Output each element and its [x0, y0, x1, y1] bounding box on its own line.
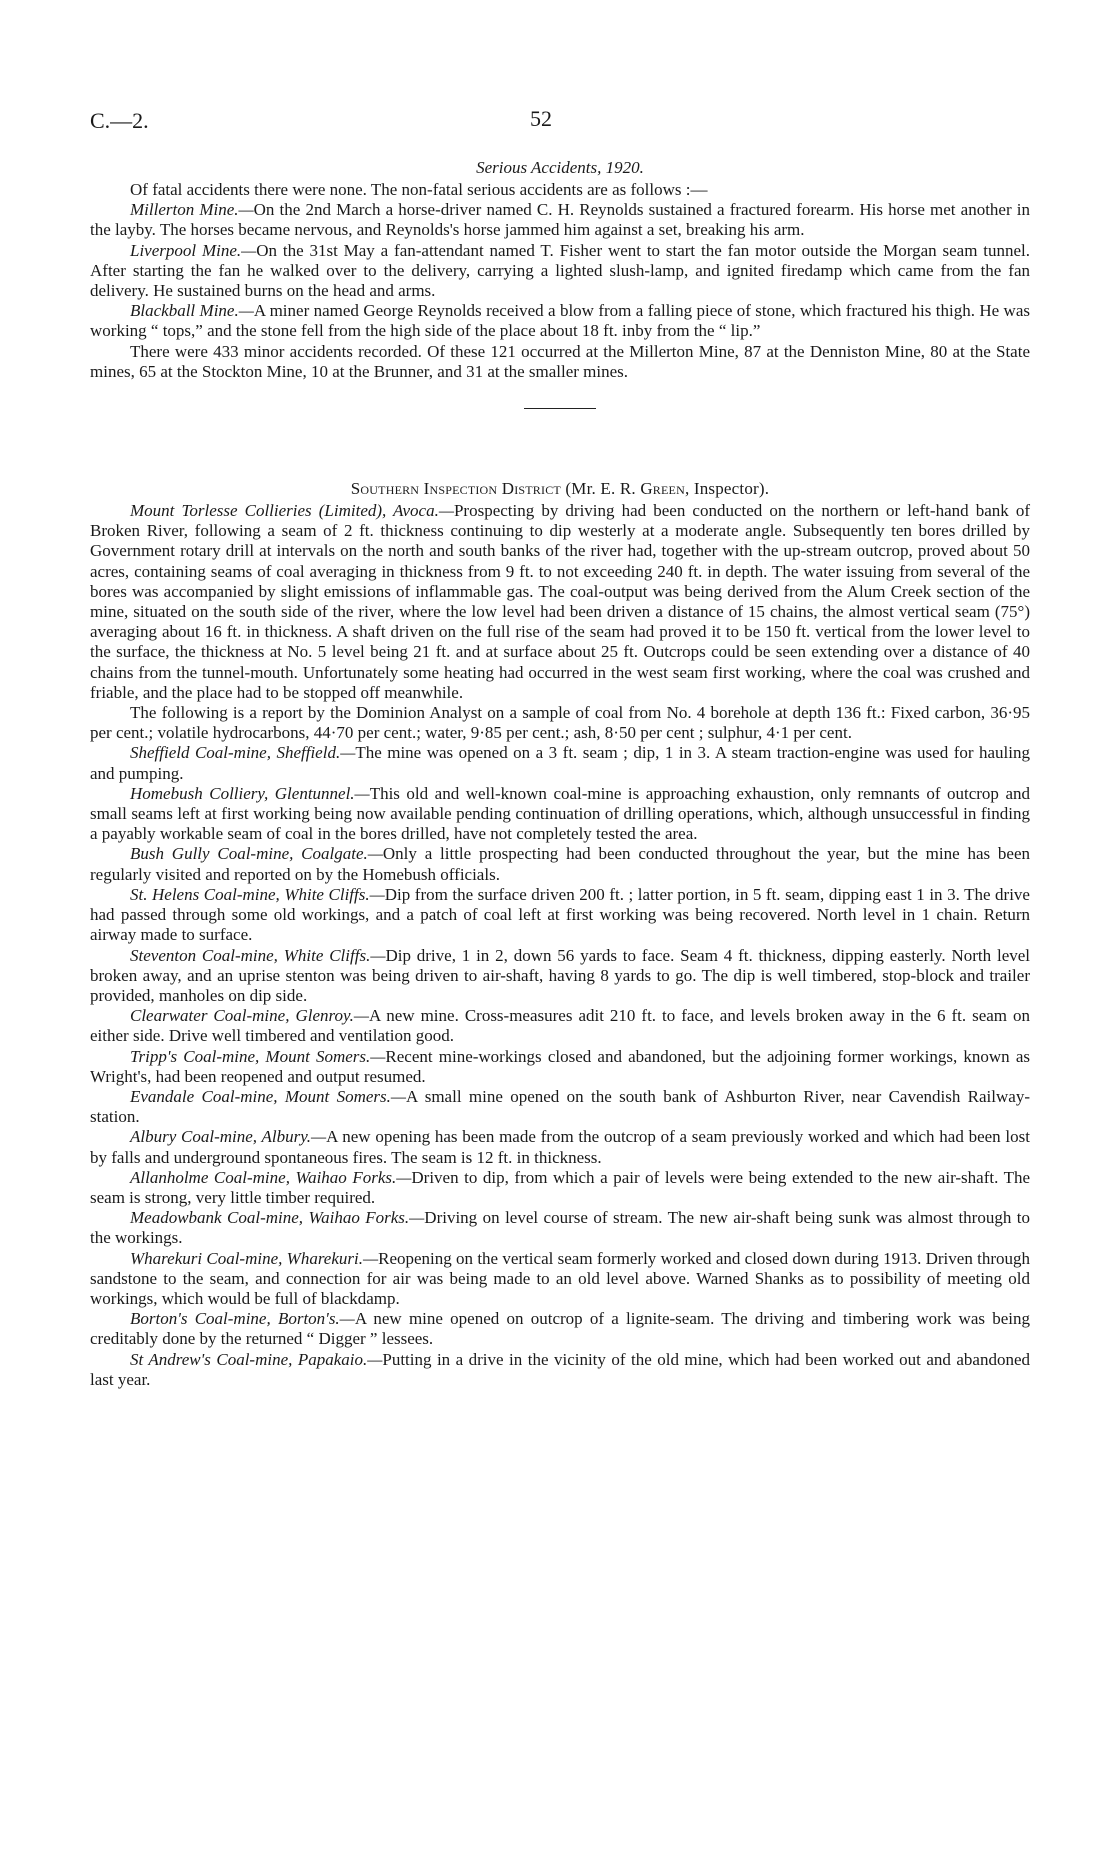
accident-list [90, 200, 1030, 341]
report-text: Putting in a drive in the vicinity of the old mine, which had been worked out and abandoned last year. [90, 1349, 1030, 1389]
section-divider [524, 408, 596, 409]
district-title-close: , Inspector). [684, 479, 770, 499]
accident-paragraph [90, 241, 1030, 302]
mine-name: Sheffield Coal-mine, Sheffield.— [130, 743, 356, 763]
report-text: Dip drive, 1 in 2, down 56 yards to face. Seam 4 ft. thickness, dipping easterly. North level broken away, and an uprise stenton was being driven to air-shaft, having 8 yards to go. The dip is well timbered, stop-block and trailer provided, manholes on dip side. [90, 945, 1031, 1005]
district-title-open: (Mr. [560, 479, 601, 499]
mine-report-paragraph [90, 743, 1030, 783]
mine-report-paragraph [90, 703, 1030, 743]
mine-name: Wharekuri Coal-mine, Wharekuri.— [130, 1248, 379, 1268]
district-name: Southern Inspection District [350, 479, 561, 499]
mine-name: St Andrew's Coal-mine, Papakaio.— [130, 1349, 383, 1369]
mine-name: St. Helens Coal-mine, White Cliffs.— [130, 884, 385, 904]
mine-name: Borton's Coal-mine, Borton's.— [130, 1309, 355, 1329]
mine-report-paragraph [90, 885, 1030, 946]
mine-report-paragraph [90, 1208, 1030, 1248]
mine-name: Allanholme Coal-mine, Waihao Forks.— [130, 1167, 412, 1187]
report-text: Reopening on the vertical seam formerly worked and closed down during 1913. Driven through sandstone to the seam, and connection for air was being made to an old level above. Warned Shanks as to possibility of meeting old workings, which would be full of blackdamp. [90, 1248, 1030, 1308]
mine-report-paragraph [90, 1087, 1030, 1127]
report-text: Prospecting by driving had been conducted on the northern or left-hand bank of Broken River, following a seam of 2 ft. thickness continuing to dip westerly at a moderate angle. Subsequently ten bores drilled by Government rotary drill at intervals on the north and south banks of the river had, together with the up-stream outcrop, proved about 50 acres, containing seams of coal averaging in thickness from 9 ft. to not exceeding 240 ft. in depth. The water issuing from several of the bores was accompanied by slight emissions of inflammable gas. The coal-output was being derived from the Alum Creek section of the mine, situated on the south side of the river, where the low level had been driven a distance of 15 chains, the almost vertical seam (75°) averaging about 16 ft. in thickness. A shaft driven on the full rise of the seam had proved it to be 150 ft. vertical from the lower level to the surface, the thickness at No. 5 level being 21 ft. and at surface about 25 ft. Outcrops could be seen extending over a distance of 40 chains from the tunnel-mouth. Unfortunately some heating had occurred in the west seam first working, where the coal was crushed and friable, and the place had to be stopped off meanwhile. [90, 501, 1030, 702]
report-text: The following is a report by the Dominion Analyst on a sample of coal from No. 4 borehole at depth 136 ft.: Fixed carbon, 36·95 per cent.; volatile hydrocarbons, 44·70 per cent.; water, 9·85 per cent.; ash, 8·50 per cent ; sulphur, 4·1 per cent. [90, 703, 1030, 743]
mine-name: Albury Coal-mine, Albury.— [130, 1127, 327, 1147]
mine-name: Liverpool Mine.— [130, 240, 257, 260]
report-text: Dip from the surface driven 200 ft. ; latter portion, in 5 ft. seam, dipping east 1 in 3. The drive had passed through some old workings, and a patch of coal left at first working was being recovered. North level in 1 chain. Return airway made to surface. [90, 884, 1030, 945]
report-text: Driving on level course of stream. The new air-shaft being sunk was almost through to the workings. [90, 1208, 1031, 1248]
mine-report-paragraph [90, 946, 1030, 1007]
page-number: 52 [530, 106, 552, 131]
report-text: Recent mine-workings closed and abandoned, but the adjoining former workings, known as Wright's, had been reopened and output resumed. [90, 1046, 1030, 1086]
accidents-intro: Of fatal accidents there were none. The non-fatal serious accidents are as follows :— [130, 180, 708, 199]
mine-report-paragraph [90, 1350, 1030, 1390]
mine-report-paragraph [90, 844, 1030, 884]
mine-name: Evandale Coal-mine, Mount Somers.— [130, 1086, 407, 1106]
mine-name: Bush Gully Coal-mine, Coalgate.— [130, 844, 383, 864]
report-text: A new opening has been made from the outcrop of a seam previously worked and which had been lost by falls and underground spontaneous fires. The seam is 12 ft. in thickness. [90, 1127, 1030, 1167]
report-text: On the 2nd March a horse-driver named C. H. Reynolds sustained a fractured forearm. His horse met another in the layby. The horses became nervous, and Reynolds's horse jammed him against a set, breaking his arm. [90, 200, 1030, 240]
report-text: Driven to dip, from which a pair of levels were being extended to the new air-shaft. The seam is strong, very little timber required. [90, 1167, 1031, 1207]
mine-report-paragraph [90, 1168, 1030, 1208]
report-text: A miner named George Reynolds received a blow from a falling piece of stone, which fractured his thigh. He was working “ tops,” and the stone fell from the high side of the place about 18 ft. inby from the “ lip.” [90, 301, 1030, 341]
document-code: C.—2. [90, 108, 149, 133]
report-text: On the 31st May a fan-attendant named T. Fisher went to start the fan motor outside the Morgan seam tunnel. After starting the fan he walked over to the delivery, carrying a lighted slush-lamp, and ignited firedamp which came from the fan delivery. He sustained burns on the head and arms. [90, 240, 1031, 301]
mine-name: Steventon Coal-mine, White Cliffs.— [130, 945, 386, 965]
district-heading [90, 479, 1030, 499]
mine-report-paragraph [90, 1047, 1030, 1087]
minor-accidents-paragraph: There were 433 minor accidents recorded. Of these 121 occurred at the Millerton Mine, 87 at the Denniston Mine, 80 at the State mines, 65 at the Stockton Mine, 10 at the Brunner, and 31 at the smaller mines. [90, 341, 1030, 381]
mine-name: Meadowbank Coal-mine, Waihao Forks.— [130, 1208, 425, 1228]
mine-name: Tripp's Coal-mine, Mount Somers.— [130, 1046, 386, 1066]
mine-report-paragraph [90, 784, 1030, 845]
report-text: A small mine opened on the south bank of Ashburton River, near Cavendish Railway-station. [90, 1086, 1030, 1127]
page-header [90, 100, 1030, 140]
report-text: Only a little prospecting had been conducted throughout the year, but the mine has been regularly visited and reported on by the Homebush officials. [90, 844, 1031, 884]
report-text: This old and well-known coal-mine is approaching exhaustion, only remnants of outcrop and small seams left at first working being now available pending continuation of drilling operations, which, although unsuccessful in finding a payably workable seam of coal in the bores drilled, have not completely tested the area. [90, 783, 1030, 844]
mine-report-paragraph [90, 501, 1030, 703]
report-text: A new mine opened on outcrop of a lignite-seam. The driving and timbering work was being creditably done by the returned “ Digger ” lessees. [90, 1309, 1030, 1349]
accident-paragraph [90, 200, 1030, 240]
mine-report-paragraph [90, 1249, 1030, 1310]
serious-accidents-heading: Serious Accidents, 1920. [476, 158, 644, 177]
mine-name: Homebush Colliery, Glentunnel.— [130, 783, 370, 803]
mine-report-paragraph [90, 1309, 1030, 1349]
accident-paragraph [90, 301, 1030, 341]
report-text: The mine was opened on a 3 ft. seam ; dip, 1 in 3. A steam traction-engine was used for hauling and pumping. [90, 743, 1030, 783]
mine-name: Millerton Mine.— [130, 200, 254, 220]
report-text: A new mine. Cross-measures adit 210 ft. to face, and levels broken away in the 6 ft. seam on either side. Drive well timbered and ventilation good. [90, 1006, 1031, 1046]
mine-report-list [90, 501, 1030, 1390]
document-page [90, 100, 1030, 1390]
mine-report-paragraph [90, 1127, 1030, 1167]
mine-name: Clearwater Coal-mine, Glenroy.— [130, 1006, 369, 1026]
mine-name: Mount Torlesse Collieries (Limited), Avoca.— [130, 501, 454, 521]
mine-report-paragraph [90, 1006, 1030, 1046]
mine-name: Blackball Mine.— [130, 301, 254, 321]
inspector-name: E. R. Green [600, 479, 685, 499]
